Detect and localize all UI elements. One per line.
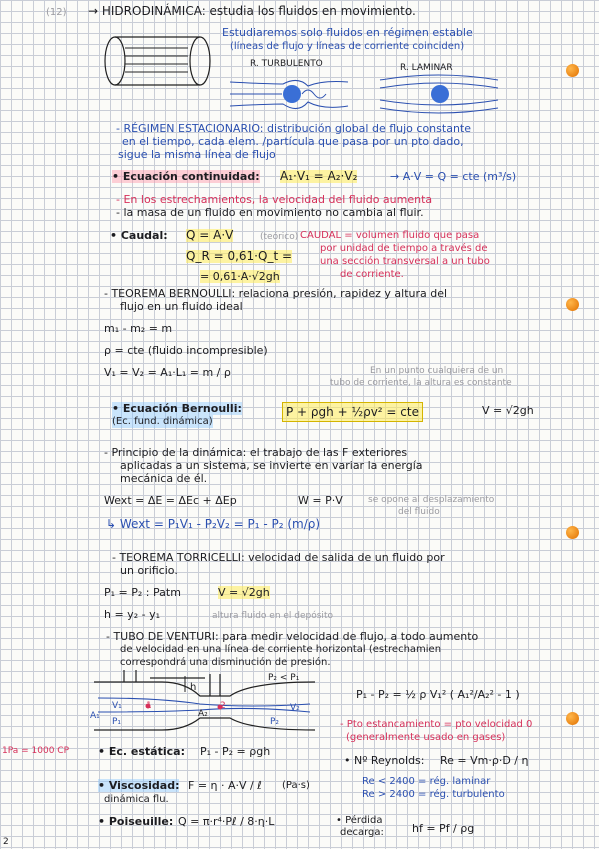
reynolds-label: • Nº Reynolds: bbox=[344, 754, 425, 767]
continuity-label-text: • Ecuación continuidad: bbox=[112, 170, 260, 183]
bernoulli-eq-3: V₁ = V₂ = A₁·L₁ = m / ρ bbox=[104, 366, 231, 379]
bernoulli-title-2: flujo en un fluido ideal bbox=[120, 300, 243, 313]
static-label: • Ec. estática: bbox=[98, 745, 185, 758]
torricelli-grey: altura fluido en el depósito bbox=[212, 611, 333, 621]
venturi-title-3: correspondrá una disminución de presión. bbox=[120, 657, 331, 668]
bernoulli-title-1: - TEOREMA BERNOULLI: relaciona presión, rapidez y altura del bbox=[104, 287, 448, 300]
principle-grey-2: del fluido bbox=[398, 507, 440, 517]
highlight-dot bbox=[566, 712, 579, 725]
margin-pa-note: 1Pa = 1000 CP bbox=[2, 746, 70, 756]
label-laminar: R. LAMINAR bbox=[400, 63, 453, 73]
bernoulli-grey-1: En un punto cualquiera de un bbox=[370, 366, 504, 376]
reynolds-laminar: Re < 2400 = rég. laminar bbox=[362, 776, 491, 787]
venturi-note-2: (generalmente usado en gases) bbox=[346, 732, 506, 743]
caudal-label: • Caudal: bbox=[110, 229, 168, 242]
principle-grey-1: se opone al desplazamiento bbox=[368, 495, 495, 505]
intro-line-2: (líneas de flujo y líneas de corriente coinciden) bbox=[230, 41, 465, 52]
venturi-p-compare: P₂ < P₁ bbox=[268, 673, 300, 683]
caudal-def-4: de corriente. bbox=[340, 269, 404, 280]
head-loss-label-2: decarga: bbox=[340, 827, 384, 838]
caudal-formula-3: = 0,61·A·√2gh bbox=[200, 270, 280, 283]
viscosity-label bbox=[98, 779, 179, 792]
principle-eq-2: W = P·V bbox=[298, 494, 343, 507]
stationary-line-2: en el tiempo, cada elem. /partícula que pasa por un pto dado, bbox=[122, 135, 464, 148]
intro-line-1: Estudiaremos solo fluidos en régimen estable bbox=[222, 26, 473, 39]
reynolds-turbulent: Re > 2400 = rég. turbulento bbox=[362, 789, 505, 800]
principle-eq-1: Wext = ΔE = ΔEc + ΔEp bbox=[104, 494, 237, 507]
head-loss-label: • Pérdida bbox=[336, 815, 383, 826]
continuity-note-2: - la masa de un fluido en movimiento no cambia al fluir. bbox=[116, 206, 424, 219]
laminar-flow-diagram bbox=[378, 72, 508, 117]
torricelli-eq-1: P₁ = P₂ : Patm bbox=[104, 586, 181, 599]
venturi-note-1: - Pto estancamiento = pto velocidad 0 bbox=[340, 719, 533, 730]
principle-eq-3: ↳ Wext = P₁V₁ - P₂V₂ = P₁ - P₂ (m/ρ) bbox=[106, 517, 321, 531]
highlight-dot bbox=[566, 526, 579, 539]
bernoulli-label bbox=[112, 402, 242, 415]
venturi-a1: A₁ bbox=[90, 711, 100, 721]
caudal-formula-2: Q_R = 0,61·Q_t = bbox=[186, 249, 293, 263]
principle-line-2: aplicadas a un sistema, se invierte en variar la energía bbox=[120, 459, 423, 472]
bernoulli-grey-2: tubo de corriente, la altura es constante bbox=[330, 378, 512, 388]
highlight-dot bbox=[566, 64, 579, 77]
venturi-point-2: 2 bbox=[220, 701, 226, 711]
venturi-h: h bbox=[190, 682, 197, 693]
highlight-dot bbox=[566, 298, 579, 311]
venturi-formula: P₁ - P₂ = ½ ρ V₁² ( A₁²/A₂² - 1 ) bbox=[356, 688, 520, 701]
viscosity-label-text: • Viscosidad: bbox=[98, 779, 180, 792]
static-eq: P₁ - P₂ = ρgh bbox=[200, 745, 271, 758]
caudal-formula-1-note: (teórico) bbox=[260, 232, 299, 242]
pipe-illustration bbox=[100, 26, 220, 96]
page-number: 2 bbox=[3, 837, 9, 847]
bernoulli-label-text: • Ecuación Bernoulli: bbox=[112, 402, 242, 415]
bernoulli-v-formula: V = √2gh bbox=[482, 404, 534, 417]
principle-line-3: mecánica de él. bbox=[120, 472, 208, 485]
turbulent-flow-diagram bbox=[228, 72, 358, 117]
venturi-p1: P₁ bbox=[112, 717, 122, 727]
caudal-def-1: CAUDAL = volumen fluido que pasa bbox=[300, 230, 480, 241]
venturi-title-2: de velocidad en una línea de corriente horizontal (estrechamien bbox=[120, 644, 442, 655]
label-turbulent: R. TURBULENTO bbox=[250, 59, 323, 69]
stationary-line-1: - RÉGIMEN ESTACIONARIO: distribución global de flujo constante bbox=[116, 122, 471, 135]
poiseuille-eq: Q = π·r⁴·Pℓ / 8·η·L bbox=[178, 815, 275, 828]
viscosity-unit: (Pa·s) bbox=[282, 780, 310, 791]
venturi-point-1: 1 bbox=[146, 701, 152, 711]
reynolds-eq: Re = Vm·ρ·D / η bbox=[440, 754, 529, 767]
torricelli-eq-2: V = √2gh bbox=[218, 586, 270, 599]
torricelli-title-2: un orificio. bbox=[120, 564, 178, 577]
poiseuille-label: • Poiseuille: bbox=[98, 815, 174, 828]
venturi-p2: P₂ bbox=[270, 717, 280, 727]
page-title: → HIDRODINÁMICA: estudia los fluidos en movimiento. bbox=[88, 4, 416, 18]
bernoulli-eq-2: ρ = cte (fluido incompresible) bbox=[104, 344, 268, 357]
head-loss-eq: hf = Pf / ρg bbox=[412, 822, 475, 835]
caudal-formula-1: Q = A·V bbox=[186, 228, 234, 242]
venturi-a2: A₂ bbox=[198, 709, 208, 719]
caudal-def-3: una sección transversal a un tubo bbox=[320, 256, 490, 267]
principle-line-1: - Principio de la dinámica: el trabajo de las F exteriores bbox=[104, 446, 408, 459]
continuity-formula: A₁·V₁ = A₂·V₂ bbox=[280, 169, 358, 183]
continuity-label bbox=[112, 170, 260, 183]
page-marker: (12) bbox=[46, 7, 67, 18]
bernoulli-label-2: (Ec. fund. dinámica) bbox=[112, 416, 213, 427]
caudal-def-2: por unidad de tiempo a través de bbox=[320, 243, 488, 254]
venturi-title-1: - TUBO DE VENTURI: para medir velocidad de flujo, a todo aumento bbox=[106, 630, 479, 643]
continuity-result: → A·V = Q = cte (m³/s) bbox=[390, 170, 517, 183]
venturi-v1: V₁ bbox=[112, 701, 122, 711]
stationary-line-3: sigue la misma línea de flujo bbox=[118, 148, 276, 161]
viscosity-sub: dinámica flu. bbox=[104, 794, 169, 805]
torricelli-title-1: - TEOREMA TORRICELLI: velocidad de salida de un fluido por bbox=[112, 551, 445, 564]
viscosity-eq: F = η · A·V / ℓ bbox=[188, 779, 262, 792]
bernoulli-formula: P + ρgh + ½ρv² = cte bbox=[282, 402, 423, 422]
continuity-note-1: - En los estrechamientos, la velocidad del fluido aumenta bbox=[116, 193, 433, 206]
venturi-v2: V₂ bbox=[290, 703, 300, 713]
torricelli-eq-3: h = y₂ - y₁ bbox=[104, 608, 160, 621]
bernoulli-eq-1: m₁ - m₂ = m bbox=[104, 322, 173, 335]
